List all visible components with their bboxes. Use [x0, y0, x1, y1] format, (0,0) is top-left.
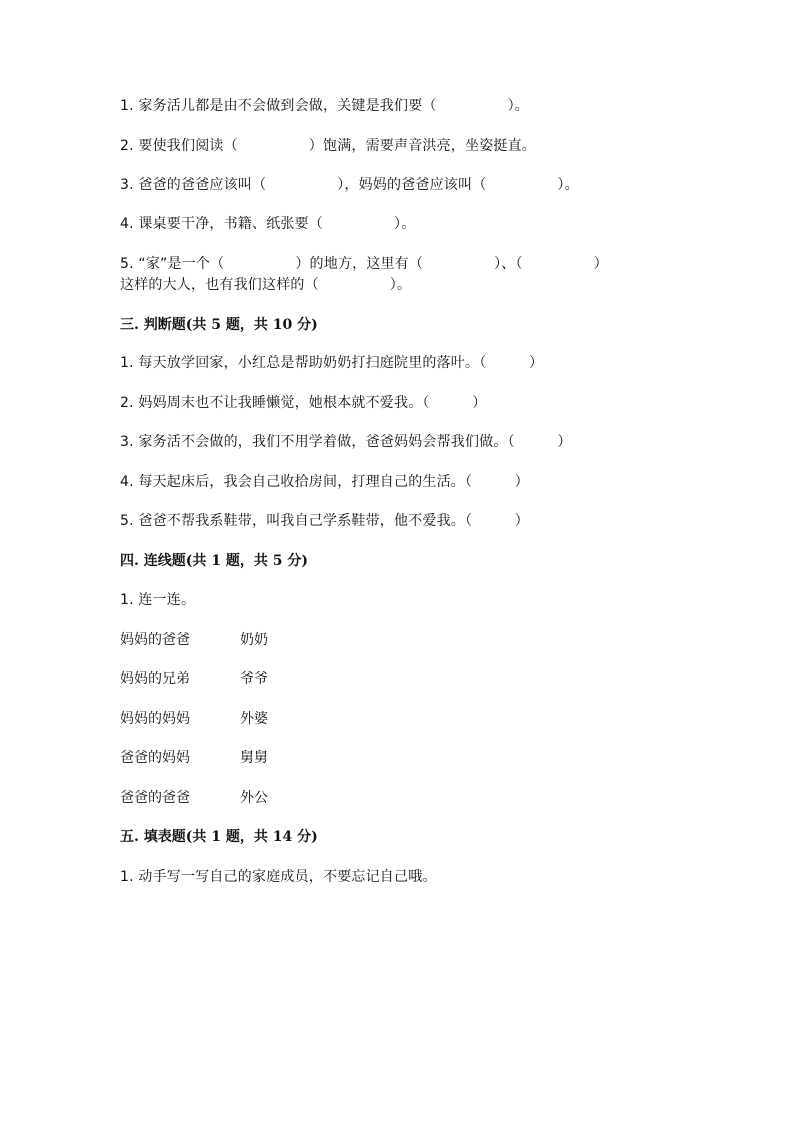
fill-blank-question-5: 5. “家”是一个（ ）的地方，这里有（ ）、（ ） — [120, 256, 608, 272]
fill-blank-question-3: 3. 爸爸的爸爸应该叫（ ），妈妈的爸爸应该叫（ ）。 — [120, 177, 579, 193]
matching-left-item: 妈妈的兄弟 — [120, 671, 190, 687]
fill-blank-question-4: 4. 课桌要干净，书籍、纸张要（ ）。 — [120, 216, 416, 232]
section-5-heading: 五. 填表题(共 1 题，共 14 分) — [120, 829, 318, 845]
matching-right-item: 舅舅 — [240, 750, 268, 766]
matching-left-item: 妈妈的妈妈 — [120, 711, 190, 727]
section-3-heading: 三. 判断题(共 5 题，共 10 分) — [120, 317, 318, 333]
matching-right-item: 外公 — [240, 790, 268, 806]
fill-blank-question-2: 2. 要使我们阅读（ ）饱满，需要声音洪亮，坐姿挺直。 — [120, 138, 537, 154]
fill-blank-question-1: 1. 家务活儿都是由不会做到会做，关键是我们要（ ）。 — [120, 98, 530, 114]
fill-blank-question-5-continued: 这样的大人，也有我们这样的（ ）。 — [120, 277, 412, 293]
judgment-question-3: 3. 家务活不会做的，我们不用学着做，爸爸妈妈会帮我们做。（ ） — [120, 434, 572, 450]
matching-right-item: 奶奶 — [240, 632, 268, 648]
table-question: 1. 动手写一写自己的家庭成员，不要忘记自己哦。 — [120, 869, 437, 885]
judgment-question-1: 1. 每天放学回家，小红总是帮助奶奶打扫庭院里的落叶。（ ） — [120, 355, 544, 371]
judgment-question-5: 5. 爸爸不帮我系鞋带，叫我自己学系鞋带，他不爱我。（ ） — [120, 513, 530, 529]
matching-question: 1. 连一连。 — [120, 592, 196, 608]
matching-left-item: 爸爸的妈妈 — [120, 750, 190, 766]
matching-left-item: 爸爸的爸爸 — [120, 790, 190, 806]
matching-right-item: 爷爷 — [240, 671, 268, 687]
section-4-heading: 四. 连线题(共 1 题，共 5 分) — [120, 553, 308, 569]
matching-right-item: 外婆 — [240, 711, 268, 727]
matching-left-item: 妈妈的爸爸 — [120, 632, 190, 648]
judgment-question-2: 2. 妈妈周末也不让我睡懒觉，她根本就不爱我。（ ） — [120, 395, 487, 411]
judgment-question-4: 4. 每天起床后，我会自己收拾房间，打理自己的生活。（ ） — [120, 474, 530, 490]
